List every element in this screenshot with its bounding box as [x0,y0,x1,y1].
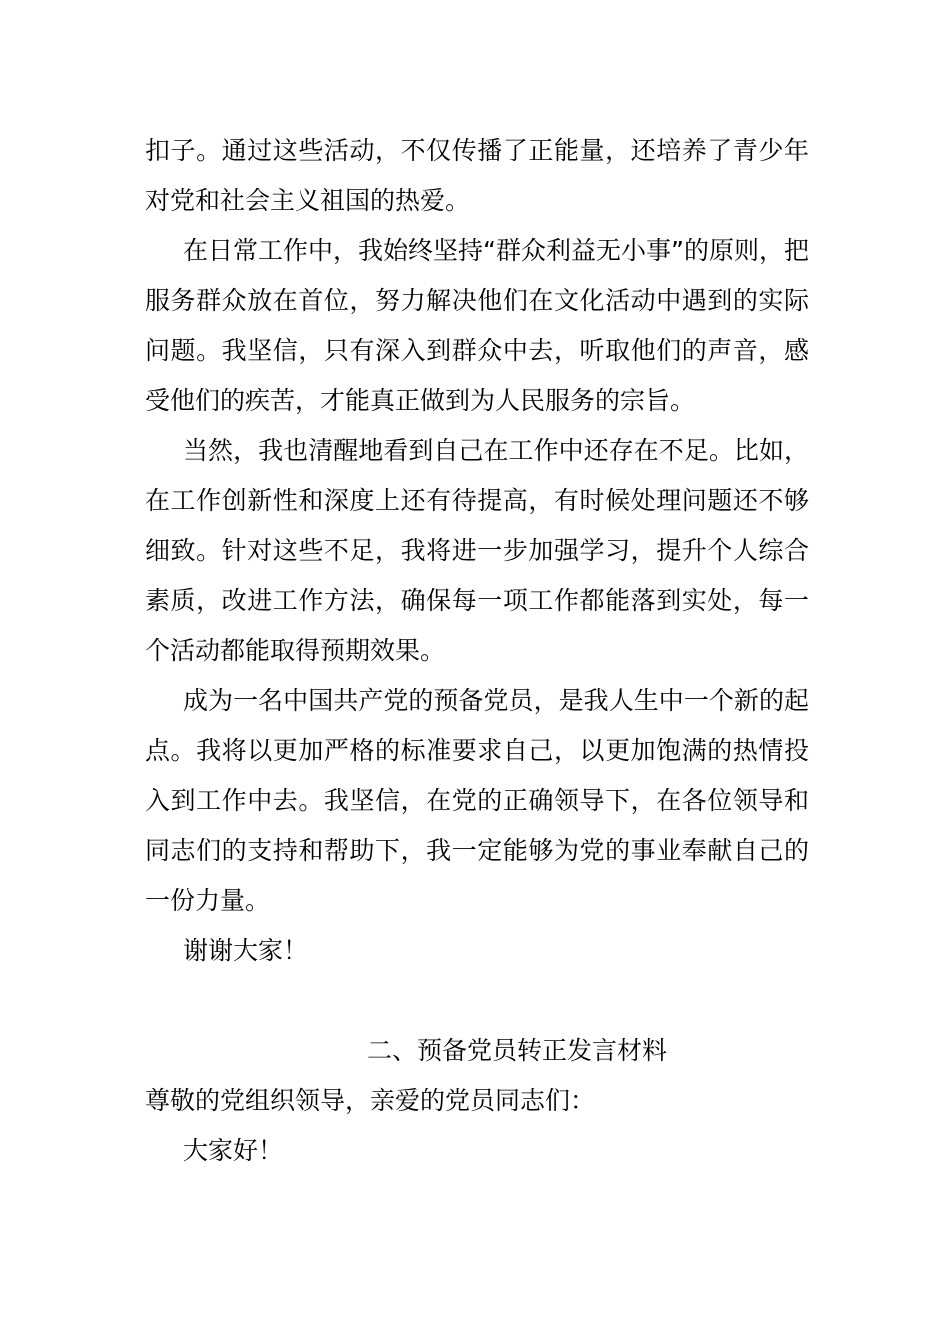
paragraph-continuation: 扣子。通过这些活动，不仅传播了正能量，还培养了青少年对党和社会主义祖国的热爱。 [145,136,809,215]
paragraph-thanks: 谢谢大家！ [183,936,309,965]
salutation: 尊敬的党组织领导，亲爱的党员同志们： [145,1086,596,1115]
paragraph-shortcomings: 当然，我也清醒地看到自己在工作中还存在不足。比如，在工作创新性和深度上还有待提高，有时候处理问题还不够细致。针对这些不足，我将进一步加强学习，提升个人综合素质，改进工作方法，确保每一项工作都能落到实处，每一个活动都能取得预期效果。 [145,436,809,665]
section-spacer [145,976,809,1026]
document-body [145,126,809,1176]
greeting: 大家好！ [183,1136,284,1165]
section-heading: 二、预备党员转正发言材料 [366,1036,667,1065]
paragraph-new-starting-point: 成为一名中国共产党的预备党员，是我人生中一个新的起点。我将以更加严格的标准要求自己，以更加饱满的热情投入到工作中去。我坚信，在党的正确领导下，在各位领导和同志们的支持和帮助下，我一定能够为党的事业奉献自己的一份力量。 [145,686,809,915]
paragraph-daily-work: 在日常工作中，我始终坚持“群众利益无小事”的原则，把服务群众放在首位，努力解决他们在文化活动中遇到的实际问题。我坚信，只有深入到群众中去，听取他们的声音，感受他们的疾苦，才能真正做到为人民服务的宗旨。 [145,236,809,415]
